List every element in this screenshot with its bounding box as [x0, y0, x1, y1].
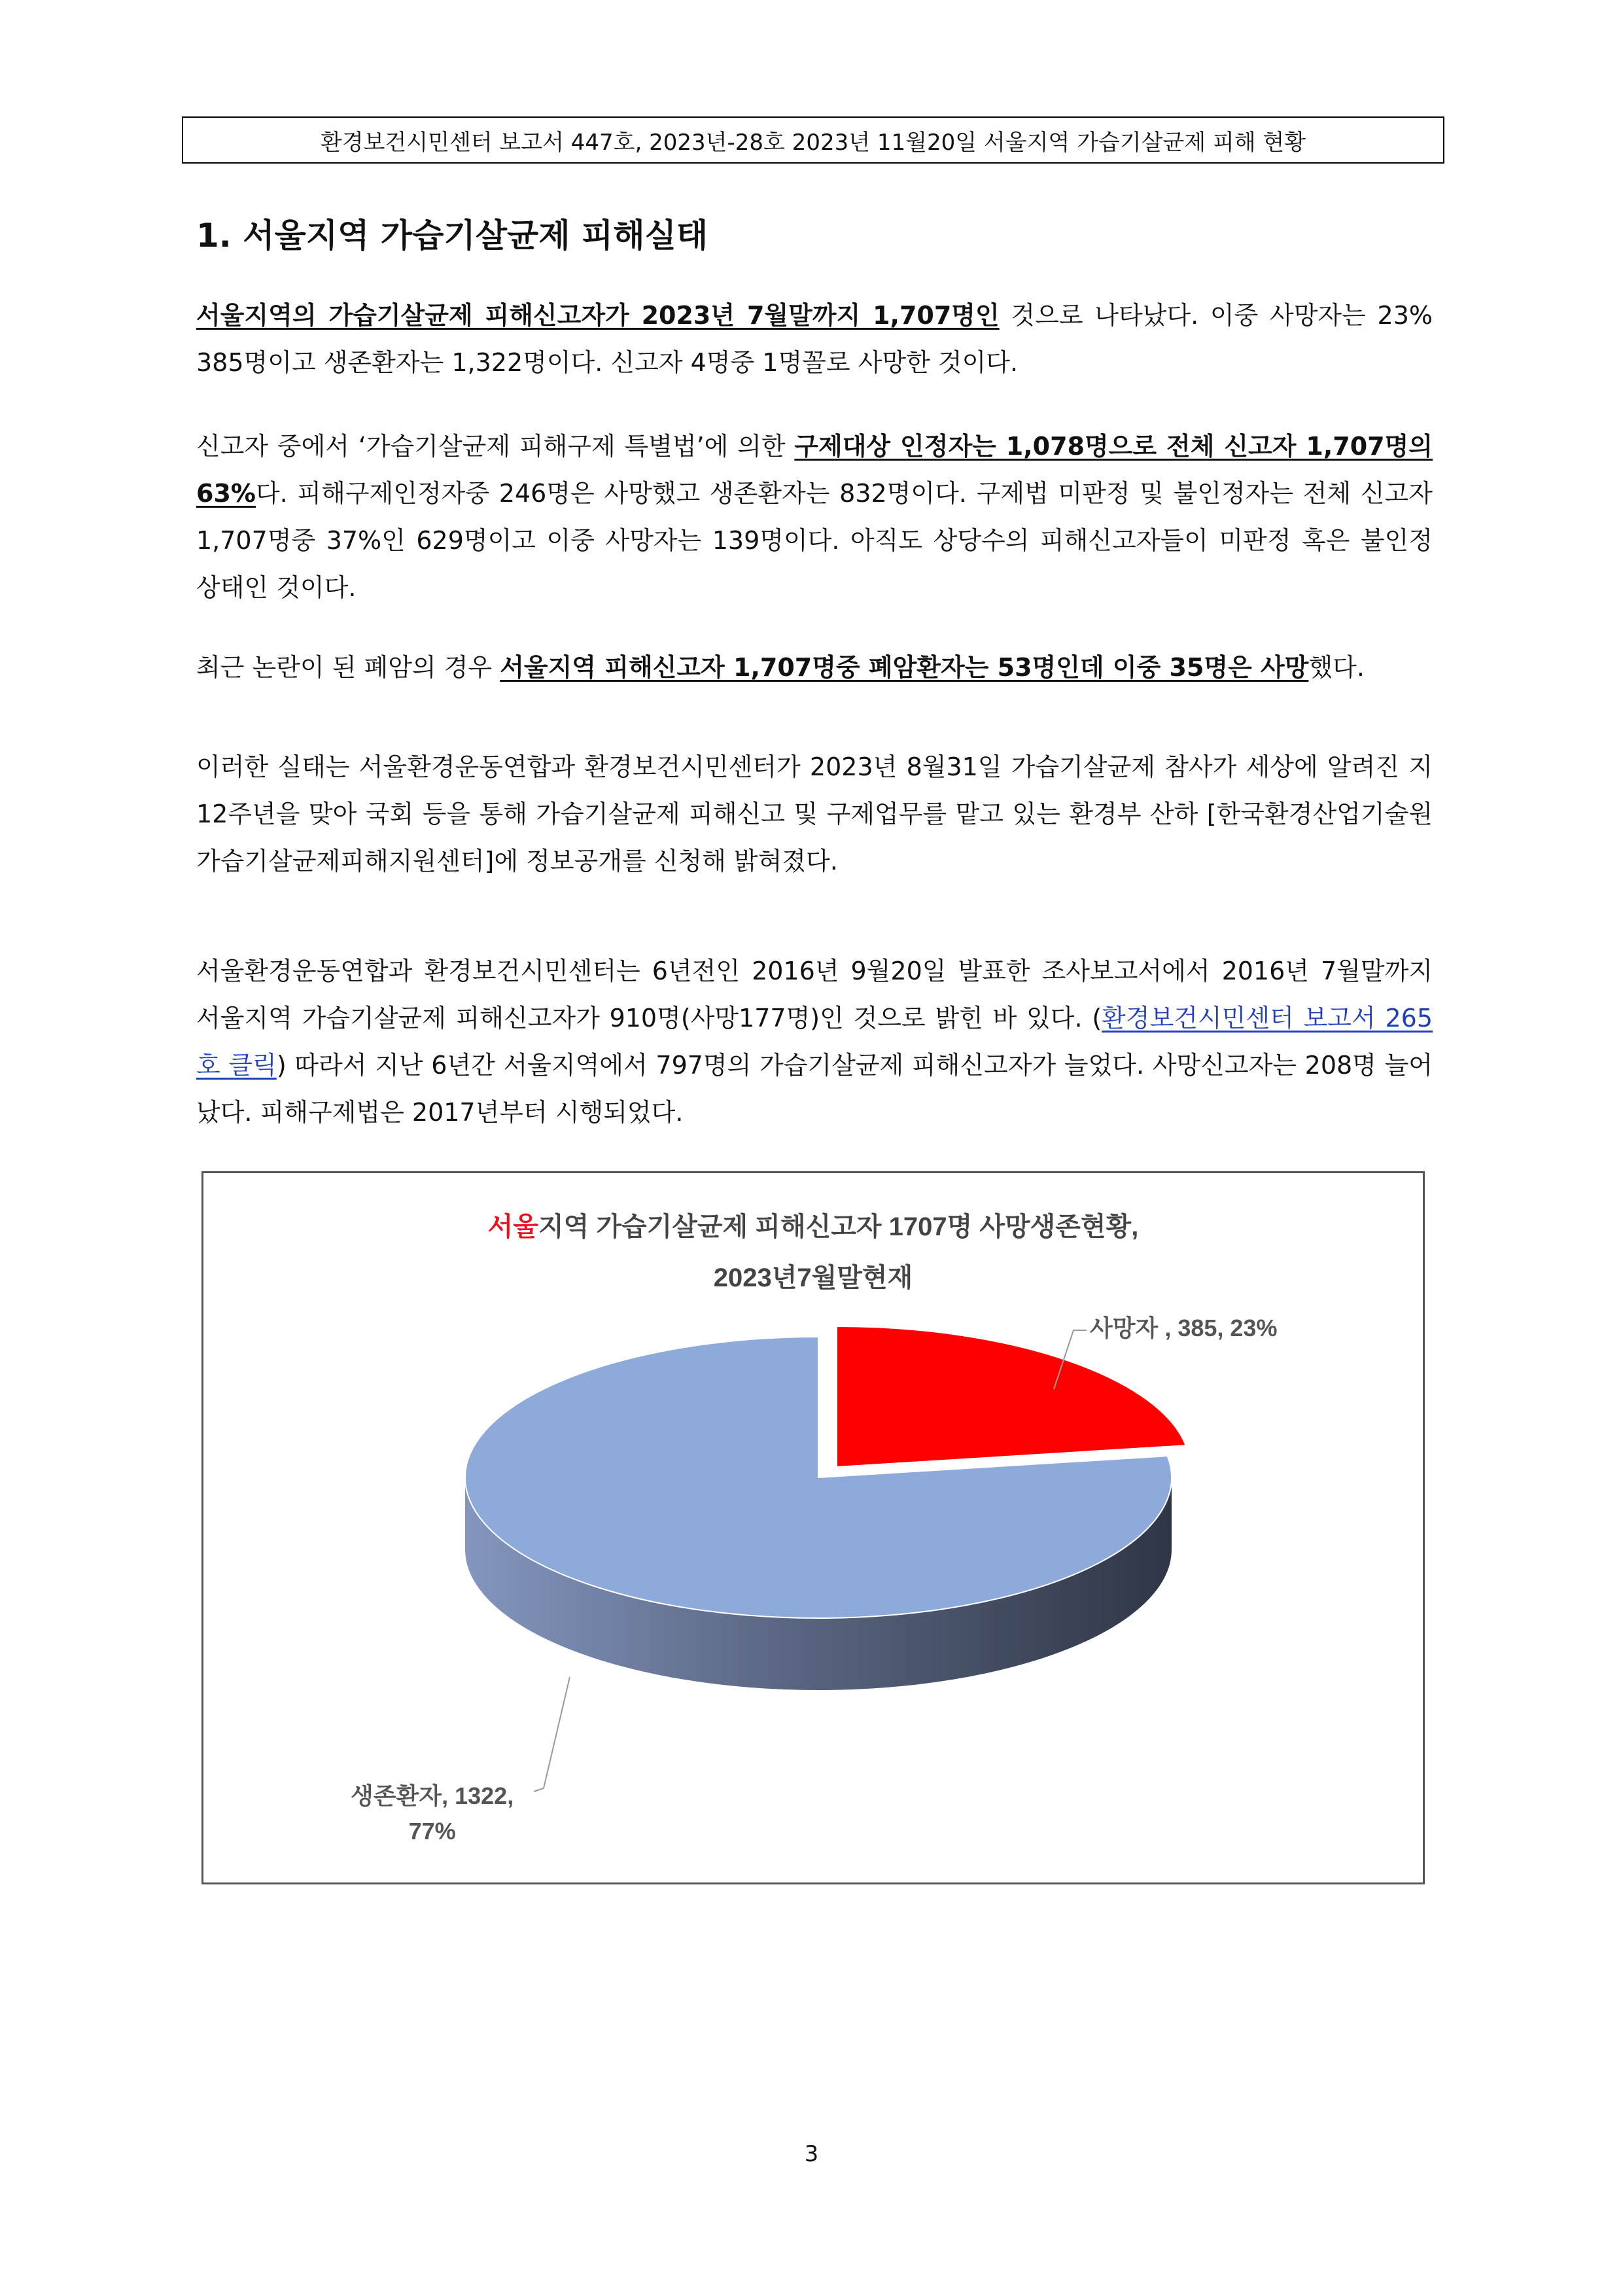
- paragraph-3-intro: 최근 논란이 된 폐암의 경우: [196, 653, 500, 682]
- paragraph-4: [196, 743, 1433, 885]
- paragraph-5-text: ) 따라서 지난 6년간 서울지역에서 797명의 가습기살균제 피해신고자가 늘었다. 사망신고자는 208명 늘어났다. 피해구제법은 2017년부터 시행되었다.: [196, 1051, 1433, 1127]
- paragraph-3-highlight: 서울지역 피해신고자 1,707명중 폐암환자는 53명인데 이중 35명은 사망: [500, 653, 1309, 682]
- leader-line-survivors: [534, 1677, 570, 1792]
- paragraph-1: [196, 292, 1433, 386]
- chart-title-text: 지역 가습기살균제 피해신고자 1707명 사망생존현황,: [538, 1212, 1139, 1241]
- slice-label-survivors-line2: 77%: [408, 1818, 456, 1845]
- paragraph-2: [196, 423, 1433, 611]
- slice-label-deceased: 사망자 , 385, 23%: [1090, 1315, 1278, 1341]
- paragraph-1-text: 것으로 나타났다. 이중 사망자는 23% 385명이고 생존환자는 1,322명이다. 신고자 4명중 1명꼴로 사망한 것이다.: [196, 301, 1433, 377]
- page-number: 3: [804, 2141, 819, 2167]
- paragraph-3: [196, 644, 1433, 691]
- report-header: [182, 116, 1444, 164]
- paragraph-2-text: 다. 피해구제인정자중 246명은 사망했고 생존환자는 832명이다. 구제법 미판정 및 불인정자는 전체 신고자 1,707명중 37%인 629명이고 이중 사망자는 139명이다. 아직도 상당수의 피해신고자들이 미판정 혹은 불인정 상태인 것이다.: [196, 479, 1433, 602]
- paragraph-2-intro: 신고자 중에서 ‘가습기살균제 피해구제 특별법’에 의한: [196, 432, 795, 461]
- paragraph-5: [196, 947, 1433, 1136]
- paragraph-1-highlight: 서울지역의 가습기살균제 피해신고자가 2023년 7월말까지 1,707명인: [196, 301, 1000, 330]
- paragraph-4-text: 이러한 실태는 서울환경운동연합과 환경보건시민센터가 2023년 8월31일 가습기살균제 참사가 세상에 알려진 지 12주년을 맞아 국회 등을 통해 가습기살균제 피해신고 및 구제업무를 맡고 있는 환경부 산하 [한국환경산업기술원 가습기살균제피해지원센터]에 정보공개를 신청해 밝혀졌다.: [196, 752, 1433, 875]
- report-header-text: 환경보건시민센터 보고서 447호, 2023년-28호 2023년 11월20일 서울지역 가습기살균제 피해 현황: [320, 129, 1306, 156]
- pie-chart: [201, 1171, 1425, 1884]
- paragraph-3-text: 했다.: [1308, 653, 1365, 682]
- paragraph-5-intro: 서울환경운동연합과 환경보건시민센터는 6년전인 2016년 9월20일 발표한 조사보고서에서 2016년 7월말까지 서울지역 가습기살균제 피해신고자가 910명(사망177명)인 것으로 밝힌 바 있다. (: [196, 957, 1433, 1033]
- slice-label-survivors: [351, 1778, 514, 1849]
- pie-svg: [203, 1173, 1423, 1882]
- slice-label-survivors-line1: 생존환자, 1322,: [351, 1782, 514, 1809]
- section-title: 1. 서울지역 가습기살균제 피해실태: [196, 217, 708, 255]
- chart-subtitle: 2023년7월말현재: [713, 1263, 913, 1292]
- chart-title-accent: 서울: [487, 1212, 538, 1241]
- report-265-link[interactable]: 환경보건시민센터 보고서 265호 클릭: [196, 1004, 1433, 1080]
- pie-slice-사망자: [837, 1326, 1186, 1467]
- paragraph-2-highlight: 구제대상 인정자는 1,078명으로 전체 신고자 1,707명의 63%: [196, 432, 1433, 508]
